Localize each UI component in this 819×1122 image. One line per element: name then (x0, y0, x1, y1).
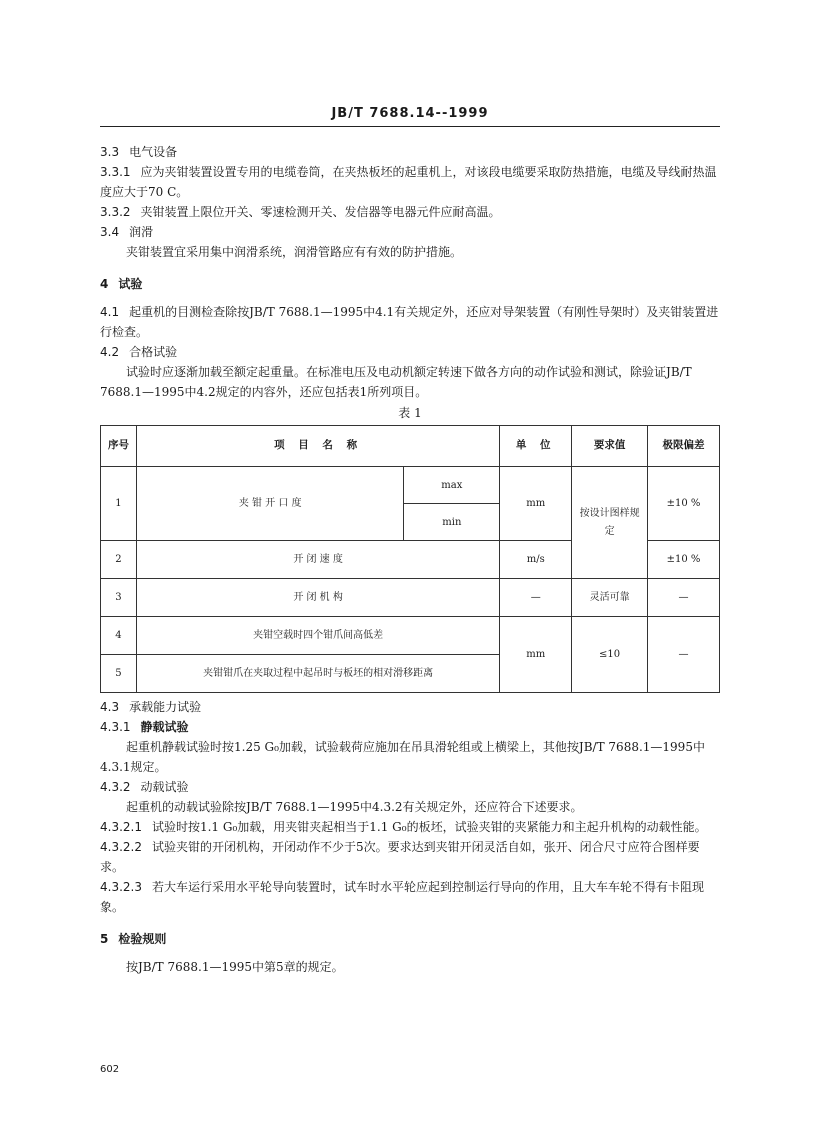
section-title: 润滑 (129, 225, 154, 239)
standard-code-header: JB/T 7688.14--1999 (331, 106, 489, 121)
clause-4-3-2-2 (100, 837, 720, 877)
row1-tolerance: ±10 % (648, 467, 720, 541)
document-body (100, 142, 720, 977)
section-title: 静载试验 (140, 720, 189, 734)
row3-unit: — (500, 579, 572, 617)
row2-unit: m/s (500, 541, 572, 579)
section-3-4-paragraph: 夹钳装置宜采用集中润滑系统，润滑管路应有有效的防护措施。 (126, 245, 463, 259)
chapter-title: 试验 (118, 277, 143, 291)
chapter-5-paragraph: 按JB/T 7688.1—1995中第5章的规定。 (126, 960, 344, 974)
row2-name: 开 闭 速 度 (136, 541, 499, 579)
clause-number: 4.3.2.1 (100, 820, 142, 834)
clause-number: 3.3.2 (100, 205, 131, 219)
section-number: 4.3.2 (100, 780, 131, 794)
table-row (101, 579, 720, 617)
clause-4-3-2-3 (100, 877, 720, 917)
row5-name: 夹钳钳爪在夹取过程中起吊时与板坯的相对滑移距离 (136, 655, 499, 693)
chapter-number: 5 (100, 932, 109, 946)
page-number: 602 (100, 1064, 120, 1075)
header-rule (100, 126, 720, 127)
row1-max: max (404, 467, 500, 504)
chapter-5-heading (100, 929, 720, 949)
section-number: 4.3.1 (100, 720, 131, 734)
row3-required-value: 灵活可靠 (572, 579, 648, 617)
section-title: 电气设备 (129, 145, 178, 159)
clause-text: 试验夹钳的开闭机构，开闭动作不少于5次。要求达到夹钳开闭灵活自如，张开、闭合尺寸应符合图样要求。 (100, 840, 700, 874)
row4-required-value: ≤10 (572, 617, 648, 693)
clause-3-3-1 (100, 162, 720, 202)
clause-number: 4.3.2.2 (100, 840, 142, 854)
clause-3-3-2 (100, 202, 720, 222)
section-title: 承载能力试验 (129, 700, 202, 714)
section-number: 3.3 (100, 145, 120, 159)
clause-number: 3.3.1 (100, 165, 131, 179)
section-4-3-heading (100, 697, 720, 717)
section-4-3-1-paragraph: 起重机静载试验时按1.25 G₀加载，试验载荷应施加在吊具滑轮组或上横梁上，其他按JB/T 7688.1—1995中4.3.1规定。 (100, 740, 705, 774)
table-row (101, 617, 720, 655)
header-required-value: 要求值 (572, 426, 648, 467)
chapter-4-heading (100, 274, 720, 294)
table-row (101, 467, 720, 504)
row3-seq: 3 (101, 579, 137, 617)
row4-tolerance: — (648, 617, 720, 693)
clause-text: 应为夹钳装置设置专用的电缆卷筒，在夹热板坯的起重机上，对该段电缆要采取防热措施，电缆及导线耐热温度应大于70 C。 (100, 165, 717, 199)
clause-4-1 (100, 302, 720, 342)
section-3-3-heading (100, 142, 720, 162)
row1-unit: mm (500, 467, 572, 541)
row2-tolerance: ±10 % (648, 541, 720, 579)
table-1 (100, 425, 720, 693)
section-number: 4.3 (100, 700, 120, 714)
clause-text: 试验时按1.1 G₀加载，用夹钳夹起相当于1.1 G₀的板坯，试验夹钳的夹紧能力和主起升机构的动载性能。 (151, 820, 707, 834)
header-seq: 序号 (101, 426, 137, 467)
section-3-4-heading (100, 222, 720, 242)
section-4-2-heading (100, 342, 720, 362)
header-unit: 单 位 (500, 426, 572, 467)
clause-text: 起重机的目测检查除按JB/T 7688.1—1995中4.1有关规定外，还应对导架装置（有刚性导架时）及夹钳装置进行检查。 (100, 305, 719, 339)
chapter-number: 4 (100, 277, 109, 291)
section-4-3-1-heading (100, 717, 720, 737)
section-4-3-2-heading (100, 777, 720, 797)
row5-seq: 5 (101, 655, 137, 693)
section-number: 3.4 (100, 225, 120, 239)
row1-seq: 1 (101, 467, 137, 541)
section-title: 动载试验 (140, 780, 189, 794)
header-item-name: 项 目 名 称 (136, 426, 499, 467)
table-caption: 表 1 (398, 406, 422, 420)
section-4-3-2-paragraph: 起重机的动载试验除按JB/T 7688.1—1995中4.3.2有关规定外，还应符合下述要求。 (126, 800, 583, 814)
table-header-row (101, 426, 720, 467)
section-4-2-paragraph: 试验时应逐渐加载至额定起重量。在标准电压及电动机额定转速下做各方向的动作试验和测试，除验证JB/T 7688.1—1995中4.2规定的内容外，还应包括表1所列项目。 (100, 365, 692, 399)
clause-text: 若大车运行采用水平轮导向装置时，试车时水平轮应起到控制运行导向的作用，且大车车轮不得有卡阻现象。 (100, 880, 704, 914)
clause-text: 夹钳装置上限位开关、零速检测开关、发信器等电器元件应耐高温。 (140, 205, 501, 219)
row3-tolerance: — (648, 579, 720, 617)
row4-unit: mm (500, 617, 572, 693)
clause-number: 4.3.2.3 (100, 880, 142, 894)
chapter-title: 检验规则 (118, 932, 167, 946)
row3-name: 开 闭 机 构 (136, 579, 499, 617)
row1-min: min (404, 504, 500, 541)
clause-4-3-2-1 (100, 817, 720, 837)
header-tolerance: 极限偏差 (648, 426, 720, 467)
row1-name: 夹 钳 开 口 度 (136, 467, 403, 541)
section-title: 合格试验 (129, 345, 178, 359)
section-number: 4.2 (100, 345, 120, 359)
row2-seq: 2 (101, 541, 137, 579)
row4-seq: 4 (101, 617, 137, 655)
clause-number: 4.1 (100, 305, 120, 319)
row4-name: 夹钳空载时四个钳爪间高低差 (136, 617, 499, 655)
row1-required-value: 按设计图样规 定 (572, 467, 648, 579)
